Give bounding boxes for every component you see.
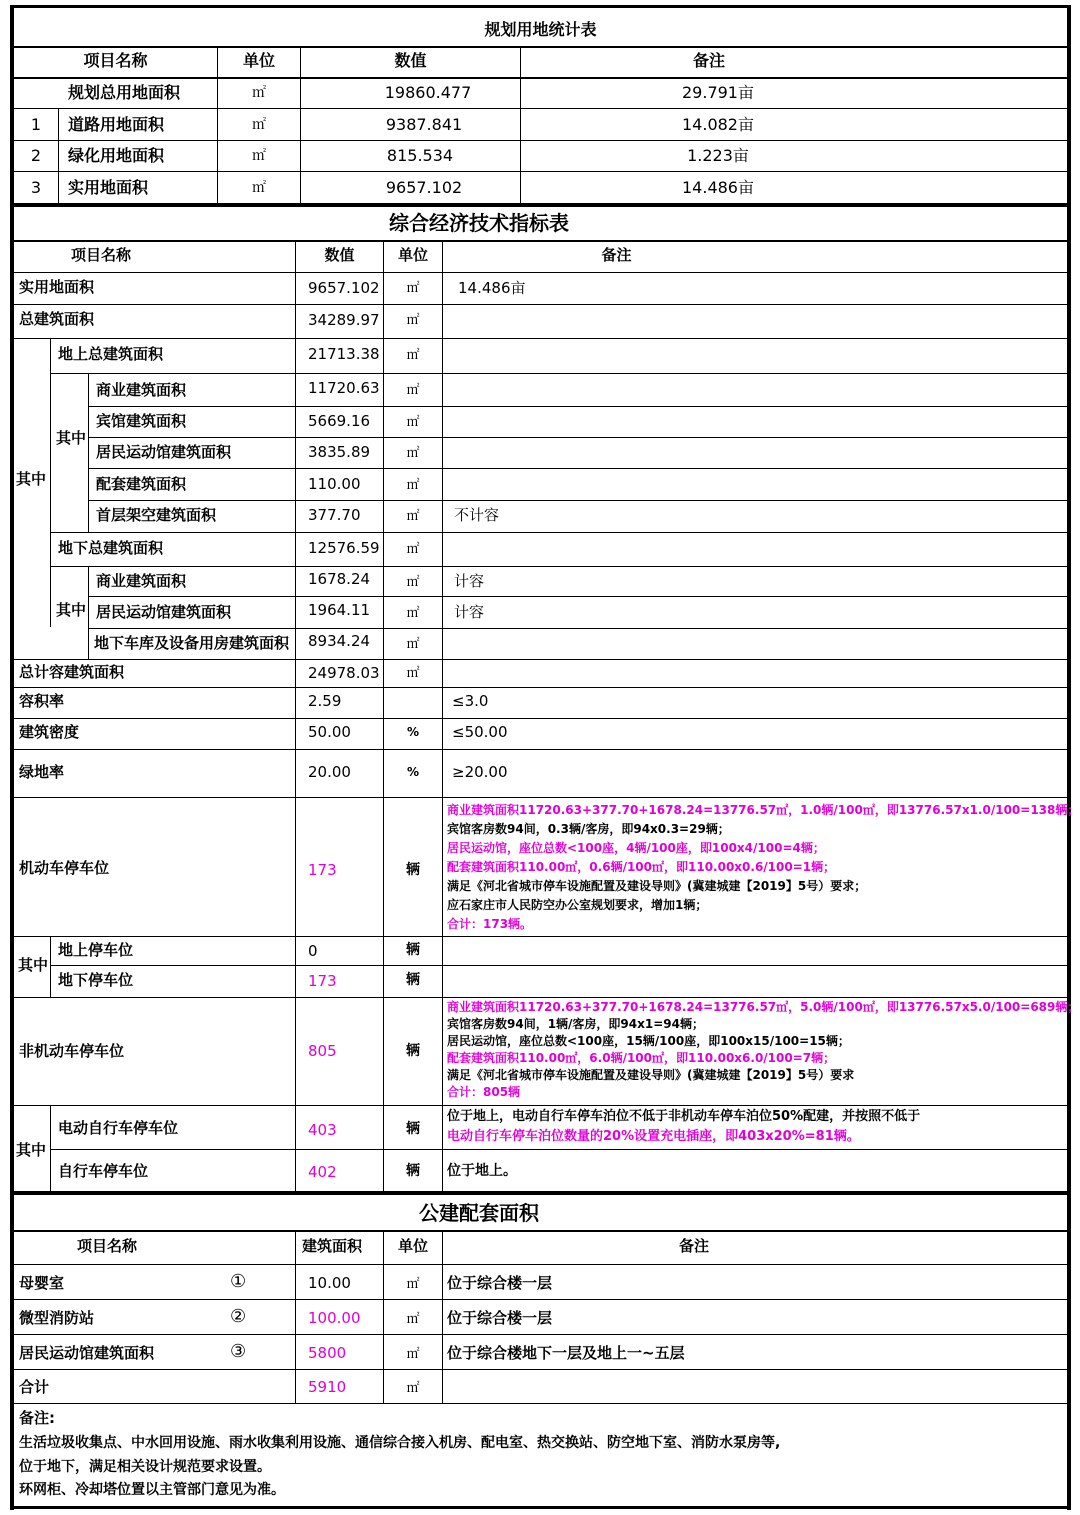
econ-header-unit: 单位 bbox=[397, 246, 428, 264]
econ-cell-name: 容积率 bbox=[19, 692, 65, 710]
econ-cell-value: 3835.89 bbox=[308, 443, 371, 461]
econ-cell-unit: ㎡ bbox=[406, 542, 420, 557]
econ-cell-unit: ㎡ bbox=[406, 606, 420, 621]
note-line: 宾馆客房数94间，1辆/客房，即94x1=94辆； bbox=[447, 1017, 704, 1031]
econ-cell-unit: ㎡ bbox=[406, 281, 420, 296]
econ-cell-unit: 辆 bbox=[406, 1121, 420, 1137]
econ-cell-note: ≤50.00 bbox=[452, 723, 508, 741]
econ-cell-name: 绿地率 bbox=[19, 763, 65, 781]
econ-cell-note: 位于地上。 bbox=[447, 1163, 517, 1179]
econ-cell-name: 地下停车位 bbox=[58, 971, 134, 989]
remarks-line: 环网柜、冷却塔位置以主管部门意见为准。 bbox=[19, 1482, 285, 1498]
pub-cell-num: ③ bbox=[230, 1341, 247, 1362]
note-line: 居民运动馆，座位总数<100座，4辆/100座，即100x4/100=4辆； bbox=[447, 841, 825, 855]
econ-cell-unit: ㎡ bbox=[406, 509, 420, 524]
econ-cell-value: 403 bbox=[308, 1121, 337, 1139]
econ-cell-value: 21713.38 bbox=[308, 345, 380, 363]
econ-cell-value: 805 bbox=[308, 1042, 337, 1060]
pub-cell-note: 位于综合楼一层 bbox=[447, 1309, 553, 1327]
note-line: 配套建筑面积110.00㎡，0.6辆/100㎡，即110.00x0.6/100=1辆； bbox=[447, 860, 836, 874]
econ-cell-value: 8934.24 bbox=[308, 632, 371, 650]
econ-cell-value: 24978.03 bbox=[308, 664, 380, 682]
land-header-note: 备注 bbox=[692, 51, 725, 70]
econ-cell-name: 宾馆建筑面积 bbox=[96, 412, 187, 430]
note-line: 合计：173辆。 bbox=[447, 917, 533, 931]
land-header-name: 项目名称 bbox=[83, 51, 148, 70]
econ-cell-unit: % bbox=[406, 765, 420, 779]
econ-cell-value: 9657.102 bbox=[308, 279, 380, 297]
econ-cell-name: 机动车停车位 bbox=[19, 859, 110, 877]
econ-cell-value: 2.59 bbox=[308, 692, 342, 710]
land-cell-no: 3 bbox=[30, 178, 42, 197]
econ-cell-unit: 辆 bbox=[406, 942, 420, 958]
econ-cell-name: 地下车库及设备用房建筑面积 bbox=[94, 634, 290, 652]
note-line: 配套建筑面积110.00㎡，6.0辆/100㎡，即110.00x6.0/100=7辆； bbox=[447, 1051, 836, 1065]
note-line: 合计：805辆 bbox=[447, 1085, 521, 1099]
land-cell-note: 29.791亩 bbox=[682, 83, 754, 102]
pub-header-note: 备注 bbox=[678, 1237, 709, 1255]
land-cell-unit: ㎡ bbox=[252, 85, 266, 101]
econ-cell-name: 商业建筑面积 bbox=[96, 572, 187, 590]
econ-cell-unit: ㎡ bbox=[406, 415, 420, 430]
econ-cell-unit: ㎡ bbox=[406, 666, 420, 681]
remarks-label: 备注: bbox=[19, 1409, 55, 1427]
note-line: 位于地上，电动自行车停车泊位不低于非机动车停车泊位50%配建，并按照不低于 bbox=[447, 1109, 921, 1124]
land-cell-no: 1 bbox=[30, 115, 42, 134]
econ-cell-value: 377.70 bbox=[308, 506, 361, 524]
econ-cell-name: 地上总建筑面积 bbox=[58, 345, 164, 363]
econ-cell-value: 173 bbox=[308, 861, 337, 879]
pub-cell-note: 位于综合楼一层 bbox=[447, 1274, 553, 1292]
pub-cell-name: 微型消防站 bbox=[19, 1309, 95, 1327]
econ-cell-unit: 辆 bbox=[406, 972, 420, 988]
land-cell-note: 14.082亩 bbox=[682, 115, 754, 134]
econ-cell-unit: ㎡ bbox=[406, 478, 420, 493]
econ-cell-value: 12576.59 bbox=[308, 539, 380, 557]
land-cell-value: 815.534 bbox=[386, 146, 454, 165]
econ-cell-value: 402 bbox=[308, 1163, 337, 1181]
econ-cell-name: 总建筑面积 bbox=[19, 310, 95, 328]
pub-header-unit: 单位 bbox=[397, 1237, 428, 1255]
econ-cell-name: 配套建筑面积 bbox=[96, 475, 187, 493]
pub-cell-unit: ㎡ bbox=[406, 1347, 420, 1362]
econ-cell-value: 34289.97 bbox=[308, 311, 380, 329]
econ-cell-value: 11720.63 bbox=[308, 379, 380, 397]
econ-cell-note: 计容 bbox=[454, 603, 485, 621]
econ-cell-value: 20.00 bbox=[308, 763, 351, 781]
econ-cell-name: 实用地面积 bbox=[19, 278, 95, 296]
pub-cell-num: ② bbox=[230, 1306, 247, 1327]
pub-cell-area: 5800 bbox=[308, 1344, 347, 1362]
land-cell-value: 9657.102 bbox=[385, 178, 463, 197]
econ-cell-unit: 辆 bbox=[406, 862, 420, 878]
note-line: 商业建筑面积11720.63+377.70+1678.24=13776.57㎡，1.0辆/100㎡，即13776.57x1.0/100=138辆； bbox=[447, 803, 1080, 817]
pub-cell-area: 10.00 bbox=[308, 1274, 351, 1292]
pub-cell-note: 位于综合楼地下一层及地上一~五层 bbox=[447, 1344, 685, 1362]
remarks-line: 位于地下，满足相关设计规范要求设置。 bbox=[19, 1459, 271, 1475]
econ-cell-value: 1678.24 bbox=[308, 570, 371, 588]
econ-cell-unit: ㎡ bbox=[406, 575, 420, 590]
pub-cell-area: 100.00 bbox=[308, 1309, 361, 1327]
land-cell-name: 实用地面积 bbox=[68, 178, 149, 197]
econ-cell-value: 110.00 bbox=[308, 475, 361, 493]
econ-cell-unit: 辆 bbox=[406, 1163, 420, 1179]
econ-cell-name: 建筑密度 bbox=[19, 723, 80, 741]
land-table-title: 规划用地统计表 bbox=[484, 20, 597, 39]
econ-cell-name: 地上停车位 bbox=[58, 941, 134, 959]
econ-cell-value: 173 bbox=[308, 972, 337, 990]
pub-cell-name: 合计 bbox=[19, 1378, 50, 1396]
econ-cell-value: 50.00 bbox=[308, 723, 351, 741]
econ-cell-name: 非机动车停车位 bbox=[19, 1042, 125, 1060]
econ-cell-value: 0 bbox=[308, 942, 318, 960]
sub-group-label: 其中 bbox=[56, 429, 87, 447]
pub-table-title: 公建配套面积 bbox=[419, 1201, 539, 1225]
econ-cell-name: 商业建筑面积 bbox=[96, 381, 187, 399]
econ-cell-name: 总计容建筑面积 bbox=[19, 663, 125, 681]
pub-header-name: 项目名称 bbox=[76, 1237, 137, 1255]
econ-cell-unit: ㎡ bbox=[406, 383, 420, 398]
pub-cell-area: 5910 bbox=[308, 1378, 347, 1396]
econ-cell-note: 14.486亩 bbox=[458, 279, 526, 297]
land-cell-name: 道路用地面积 bbox=[68, 115, 165, 134]
note-line: 满足《河北省城市停车设施配置及建设导则》(冀建城建【2019】5号）要求 bbox=[447, 1068, 855, 1082]
sub-group-label: 其中 bbox=[18, 956, 49, 974]
econ-cell-unit: ㎡ bbox=[406, 313, 420, 328]
econ-cell-note: 计容 bbox=[454, 572, 485, 590]
pub-header-area: 建筑面积 bbox=[301, 1237, 362, 1255]
land-cell-unit: ㎡ bbox=[252, 148, 266, 164]
land-cell-unit: ㎡ bbox=[252, 180, 266, 196]
land-cell-unit: ㎡ bbox=[252, 117, 266, 133]
pub-cell-name: 母婴室 bbox=[19, 1274, 65, 1292]
econ-cell-note: ≤3.0 bbox=[452, 692, 489, 710]
remarks-line: 生活垃圾收集点、中水回用设施、雨水收集利用设施、通信综合接入机房、配电室、热交换站、防空地下室、消防水泵房等, bbox=[19, 1435, 781, 1451]
econ-cell-unit: ㎡ bbox=[406, 637, 420, 652]
econ-cell-name: 电动自行车停车位 bbox=[58, 1119, 179, 1137]
land-cell-note: 14.486亩 bbox=[682, 178, 754, 197]
note-line: 应石家庄市人民防空办公室规划要求，增加1辆； bbox=[447, 898, 708, 912]
note-line: 满足《河北省城市停车设施配置及建设导则》(冀建城建【2019】5号）要求； bbox=[447, 879, 867, 893]
pub-cell-unit: ㎡ bbox=[406, 1277, 420, 1292]
land-cell-name: 绿化用地面积 bbox=[68, 146, 165, 165]
note-line: 宾馆客房数94间，0.3辆/客房，即94x0.3=29辆； bbox=[447, 822, 730, 836]
sub-group-label: 其中 bbox=[56, 601, 87, 619]
econ-cell-name: 居民运动馆建筑面积 bbox=[96, 603, 232, 621]
land-cell-name: 规划总用地面积 bbox=[68, 83, 181, 102]
econ-cell-note: ≥20.00 bbox=[452, 763, 508, 781]
pub-cell-unit: ㎡ bbox=[406, 1312, 420, 1327]
econ-header-value: 数值 bbox=[324, 246, 355, 264]
sub-group-label: 其中 bbox=[16, 1141, 47, 1159]
land-cell-no: 2 bbox=[30, 146, 42, 165]
econ-cell-value: 1964.11 bbox=[308, 601, 371, 619]
econ-cell-unit: ㎡ bbox=[406, 446, 420, 461]
econ-cell-name: 地下总建筑面积 bbox=[58, 539, 164, 557]
land-cell-value: 19860.477 bbox=[384, 83, 472, 102]
land-cell-note: 1.223亩 bbox=[687, 146, 749, 165]
econ-cell-name: 首层架空建筑面积 bbox=[96, 506, 217, 524]
land-header-unit: 单位 bbox=[242, 51, 275, 70]
econ-table-title: 综合经济技术指标表 bbox=[389, 211, 569, 235]
land-cell-value: 9387.841 bbox=[385, 115, 463, 134]
note-line: 居民运动馆，座位总数<100座，15辆/100座，即100x15/100=15辆； bbox=[447, 1034, 850, 1048]
econ-cell-value: 5669.16 bbox=[308, 412, 371, 430]
econ-cell-unit: % bbox=[406, 725, 420, 739]
note-line: 电动自行车停车泊位数量的20%设置充电插座，即403x20%=81辆。 bbox=[447, 1129, 860, 1144]
econ-cell-note: 不计容 bbox=[454, 506, 500, 524]
econ-cell-unit: ㎡ bbox=[406, 348, 420, 363]
note-line: 商业建筑面积11720.63+377.70+1678.24=13776.57㎡，5.0辆/100㎡，即13776.57x5.0/100=689辆； bbox=[447, 1000, 1080, 1014]
econ-header-note: 备注 bbox=[601, 246, 632, 264]
land-header-value: 数值 bbox=[394, 51, 427, 70]
econ-cell-unit: 辆 bbox=[406, 1043, 420, 1059]
pub-cell-name: 居民运动馆建筑面积 bbox=[19, 1344, 155, 1362]
econ-cell-name: 自行车停车位 bbox=[58, 1162, 149, 1180]
sub-group-label: 其中 bbox=[16, 470, 47, 488]
pub-cell-unit: ㎡ bbox=[406, 1381, 420, 1396]
pub-cell-num: ① bbox=[230, 1271, 247, 1292]
econ-cell-name: 居民运动馆建筑面积 bbox=[96, 443, 232, 461]
econ-header-name: 项目名称 bbox=[70, 246, 131, 264]
